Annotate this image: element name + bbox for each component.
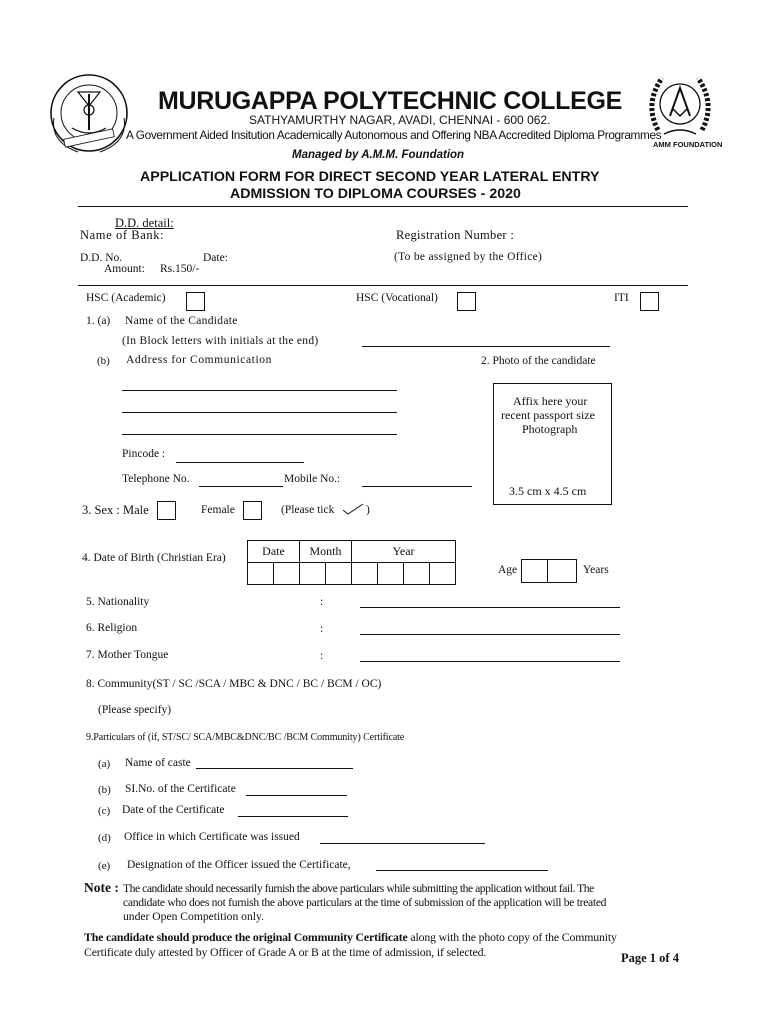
foundation-logo-label: AMM FOUNDATION (653, 140, 723, 149)
issuing-office-input[interactable] (320, 843, 485, 844)
form-title-line1: APPLICATION FORM FOR DIRECT SECOND YEAR LATERAL ENTRY (140, 169, 600, 185)
dd-no-label: D.D. No. (80, 252, 123, 264)
mobile-label: Mobile No.: (284, 473, 341, 485)
hsc-academic-checkbox[interactable] (186, 292, 205, 311)
caste-input[interactable] (196, 768, 353, 769)
form-title-line2: ADMISSION TO DIPLOMA COURSES - 2020 (230, 186, 521, 202)
issuing-office-num: (d) (98, 832, 111, 844)
photo-text-1: Affix here your (513, 394, 588, 408)
foundation-logo (644, 68, 723, 150)
certificate-date-input[interactable] (238, 816, 348, 817)
section-divider (78, 285, 688, 286)
dob-cell[interactable] (378, 563, 404, 585)
dob-cell[interactable] (352, 563, 378, 585)
community-certificate-line-2: Certificate duly attested by Officer of Grade A or B at the time of admission, if selected. (84, 945, 487, 959)
certificate-no-label: SI.No. of the Certificate (125, 783, 236, 795)
nationality-label: 5. Nationality (86, 596, 150, 608)
address-line-1[interactable] (122, 390, 397, 391)
mother-tongue-input[interactable] (360, 661, 620, 662)
religion-label: 6. Religion (86, 622, 138, 634)
age-digit-2[interactable] (547, 559, 577, 583)
dob-cell[interactable] (300, 563, 326, 585)
college-address: SATHYAMURTHY NAGAR, AVADI, CHENNAI - 600 062. (249, 113, 551, 127)
note-line-3: under Open Competition only. (123, 910, 264, 923)
amount-value: Rs.150/- (160, 263, 200, 275)
issuing-office-label: Office in which Certificate was issued (124, 831, 300, 843)
dd-heading: D.D. detail: (115, 216, 174, 230)
dob-label: 4. Date of Birth (Christian Era) (82, 552, 226, 564)
assigned-note: (To be assigned by the Office) (394, 251, 543, 263)
dob-cell[interactable] (248, 563, 274, 585)
certificate-no-input[interactable] (246, 795, 347, 796)
officer-designation-num: (e) (98, 860, 111, 872)
photo-label: 2. Photo of the candidate (481, 355, 596, 367)
dob-cell[interactable] (326, 563, 352, 585)
note-label: Note : (84, 880, 119, 895)
religion-colon: : (320, 623, 324, 635)
address-label: Address for Communication (126, 354, 272, 366)
dob-cell[interactable] (430, 563, 456, 585)
officer-designation-input[interactable] (376, 870, 548, 871)
hsc-vocational-checkbox[interactable] (457, 292, 476, 311)
certificate-no-num: (b) (98, 784, 111, 796)
q1-number: 1. (a) (86, 315, 111, 327)
candidate-name-input[interactable] (362, 346, 610, 347)
hsc-academic-label: HSC (Academic) (86, 292, 166, 304)
nationality-colon: : (320, 596, 324, 608)
mobile-input[interactable] (362, 486, 472, 487)
community-certificate-rest: along with the photo copy of the Community (407, 930, 617, 944)
candidate-name-label: Name of the Candidate (125, 315, 238, 327)
photo-text-2: recent passport size (501, 408, 595, 422)
iti-label: ITI (614, 292, 629, 304)
tick-mark-icon (342, 502, 364, 516)
college-name: MURUGAPPA POLYTECHNIC COLLEGE (158, 87, 623, 115)
mother-tongue-colon: : (320, 650, 324, 662)
address-line-3[interactable] (122, 434, 397, 435)
years-label: Years (583, 564, 609, 576)
page-number: Page 1 of 4 (621, 951, 679, 965)
certificate-date-num: (c) (98, 805, 111, 817)
amount-label: Amount: (104, 263, 145, 275)
hsc-vocational-label: HSC (Vocational) (356, 292, 438, 304)
community-label: 8. Community(ST / SC /SCA / MBC & DNC / BC / BCM / OC) (86, 678, 382, 690)
mother-tongue-label: 7. Mother Tongue (86, 649, 169, 661)
telephone-label: Telephone No. (122, 473, 190, 485)
dob-month-header: Month (300, 541, 352, 563)
age-label: Age (498, 564, 518, 576)
bank-name-label: Name of Bank: (80, 228, 165, 242)
dd-date-label: Date: (203, 252, 228, 264)
community-certificate-note (84, 930, 617, 945)
photo-text-3: Photograph (522, 422, 578, 436)
pincode-label: Pincode : (122, 448, 166, 460)
college-seal-logo (48, 72, 130, 154)
accreditation-line: A Government Aided Insitution Academically Autonomous and Offering NBA Accredited Diploma Programmes (126, 128, 662, 142)
note-line-2: candidate who does not furnish the above particulars at the time of submission of the application will be treated (123, 896, 607, 909)
male-checkbox[interactable] (157, 501, 176, 520)
tick-instruction-close: ) (366, 504, 370, 516)
registration-number-label: Registration Number : (396, 228, 515, 242)
female-checkbox[interactable] (243, 501, 262, 520)
telephone-input[interactable] (199, 486, 283, 487)
photo-size: 3.5 cm x 4.5 cm (509, 484, 587, 498)
nationality-input[interactable] (360, 607, 620, 608)
managed-by: Managed by A.M.M. Foundation (292, 149, 465, 161)
iti-checkbox[interactable] (640, 292, 659, 311)
header-divider (78, 206, 688, 207)
pincode-input[interactable] (176, 462, 304, 463)
certificate-particulars-label: 9.Particulars of (if, ST/SC/ SCA/MBC&DNC/BC /BCM Community) Certificate (86, 732, 405, 743)
tick-instruction: (Please tick (281, 504, 335, 516)
dob-year-header: Year (352, 541, 456, 563)
caste-label: Name of caste (125, 757, 191, 769)
dob-date-header: Date (248, 541, 300, 563)
female-label: Female (201, 504, 235, 516)
religion-input[interactable] (360, 634, 620, 635)
officer-designation-label: Designation of the Officer issued the Certificate, (127, 859, 351, 871)
note-line-1: The candidate should necessarily furnish the above particulars while submitting the application without fail. The (123, 882, 594, 895)
certificate-date-label: Date of the Certificate (122, 804, 225, 816)
address-line-2[interactable] (122, 412, 397, 413)
community-certificate-bold: The candidate should produce the original Community Certificate (84, 930, 408, 944)
dob-cell[interactable] (404, 563, 430, 585)
q1b-number: (b) (97, 355, 110, 367)
sex-label: 3. Sex : Male (82, 503, 149, 517)
dob-cell[interactable] (274, 563, 300, 585)
dob-table (247, 540, 456, 585)
candidate-name-hint: (In Block letters with initials at the end) (122, 335, 319, 347)
community-specify: (Please specify) (98, 704, 172, 716)
age-digit-1[interactable] (521, 559, 548, 583)
caste-num: (a) (98, 758, 111, 770)
